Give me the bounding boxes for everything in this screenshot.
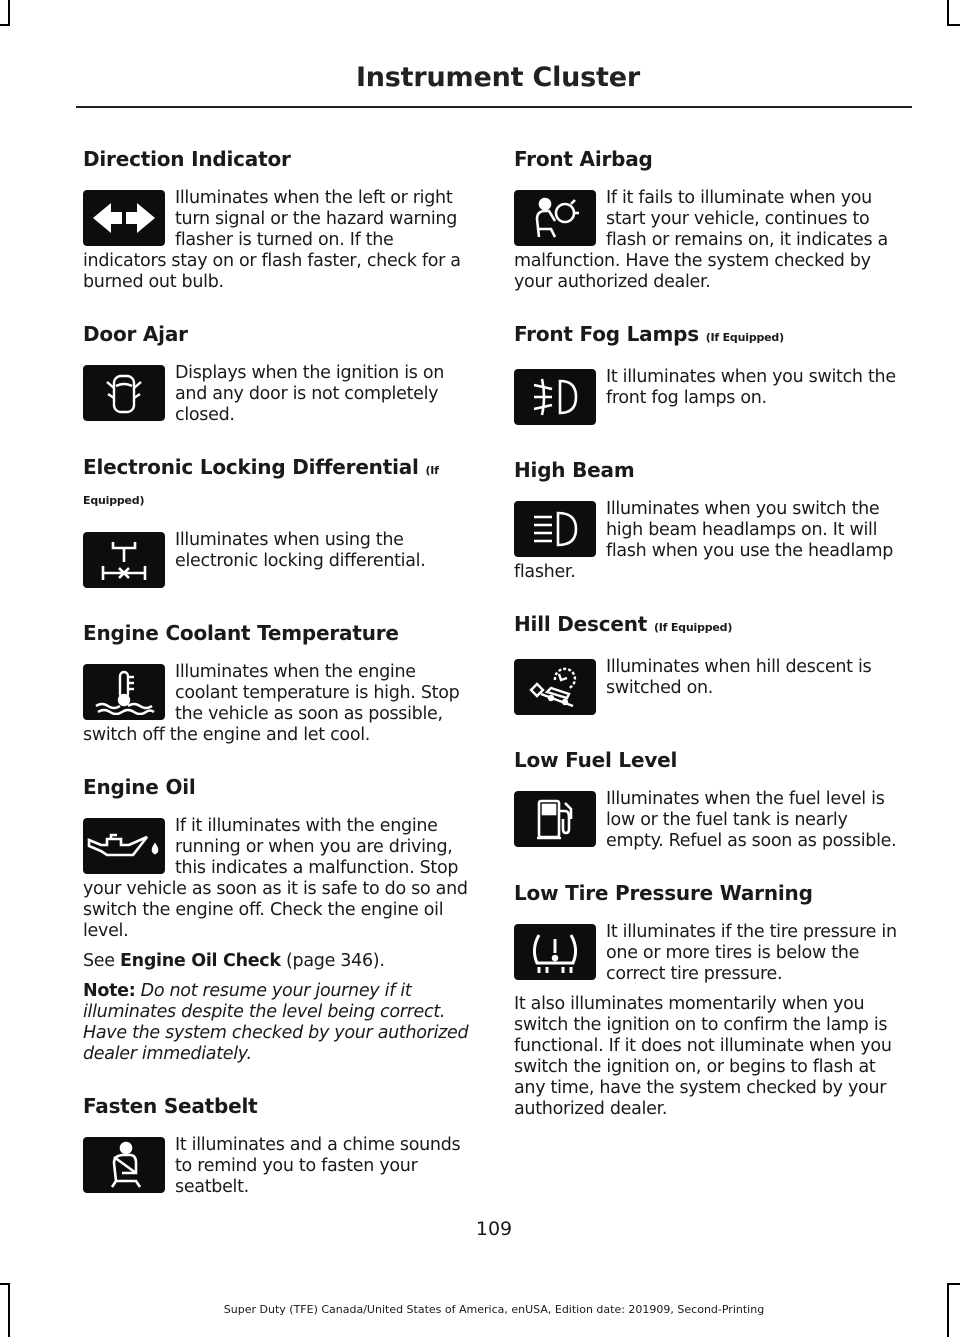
coolant-temperature-icon [83,664,165,720]
section-text: Illuminates when using the electronic locking differential. [175,530,426,571]
crop-mark [947,24,960,26]
section-text: Illuminates when hill descent is switched on. [606,657,872,698]
section-text: It illuminates and a chime sounds to remind you to fasten your seatbelt. [175,1135,461,1197]
left-column [83,146,477,1198]
section-title: Engine Oil [83,775,196,799]
airbag-icon [514,190,596,246]
section-front-fog-lamps [514,321,908,409]
section-locking-differential [83,454,477,572]
section-text-extra: It also illuminates momentarily when you switch the ignition on to confirm the lamp is functional. If it does not illuminate when you switch the ignition on, or begins to flash at any time, have the system checked by your authorized dealer. [514,994,892,1119]
section-title: Hill Descent (If Equipped) [514,612,733,636]
crop-mark [947,1283,960,1285]
high-beam-icon [514,501,596,557]
section-text: Illuminates when you switch the high beam headlamps on. It will flash when you use the headlamp flasher. [514,499,894,582]
page-title: Instrument Cluster [355,62,640,93]
crop-mark [0,24,10,26]
direction-indicator-icon [83,190,165,246]
section-title: High Beam [514,458,635,482]
section-title: Electronic Locking Differential (If Equipped) [83,455,439,507]
section-direction-indicator [83,146,477,293]
crop-mark [0,1283,10,1285]
section-text: Illuminates when the engine coolant temperature is high. Stop the vehicle as soon as possible, switch off the engine and let cool. [83,662,460,745]
section-title: Door Ajar [83,322,188,346]
section-fasten-seatbelt [83,1093,477,1198]
section-text: If it illuminates with the engine running or when you are driving, this indicates a malfunction. Stop your vehicle as soon as it is safe to do so and switch the engine off. Check the engine oil level. [83,816,468,941]
fuel-pump-icon [514,791,596,847]
right-column [514,146,908,1120]
section-engine-oil [83,774,477,1065]
crop-mark [947,0,949,26]
section-title: Engine Coolant Temperature [83,621,399,645]
seatbelt-icon [83,1137,165,1193]
section-title: Front Fog Lamps (If Equipped) [514,322,784,346]
section-hill-descent [514,611,908,699]
section-low-tire-pressure [514,880,908,1120]
engine-oil-icon [83,818,165,874]
section-text: It illuminates if the tire pressure in one or more tires is below the correct tire pressure. [606,922,897,984]
reference-link[interactable]: Engine Oil Check [120,951,281,971]
section-text: Illuminates when the left or right turn signal or the hazard warning flasher is turned on. If the indicators stay on or flash faster, check for a burned out bulb. [83,188,461,292]
footer: Super Duty (TFE) Canada/United States of America, enUSA, Edition date: 201909, Second-Printing [223,1303,765,1316]
tire-pressure-icon [514,924,596,980]
fog-lamp-icon [514,369,596,425]
section-title: Low Fuel Level [514,748,678,772]
section-text: It illuminates when you switch the front fog lamps on. [606,367,896,408]
section-title: Fasten Seatbelt [83,1094,258,1118]
door-ajar-icon [83,365,165,421]
section-front-airbag [514,146,908,293]
section-title: Low Tire Pressure Warning [514,881,813,905]
header-rule [76,106,912,108]
section-title: Front Airbag [514,147,653,171]
section-title: Direction Indicator [83,147,291,171]
section-text: Displays when the ignition is on and any door is not completely closed. [175,363,445,425]
note: Note: Do not resume your journey if it illuminates despite the level being correct. Have the system checked by your authorized dealer immediately. [83,981,469,1064]
crop-mark [8,0,10,26]
section-door-ajar [83,321,477,426]
section-low-fuel [514,747,908,852]
section-text: If it fails to illuminate when you start your vehicle, continues to flash or remains on, it indicates a malfunction. Have the system checked by your authorized dealer. [514,188,888,292]
section-text: Illuminates when the fuel level is low or the fuel tank is nearly empty. Refuel as soon as possible. [606,789,897,851]
section-high-beam [514,457,908,583]
locking-differential-icon [83,532,165,588]
section-coolant-temperature [83,620,477,746]
hill-descent-icon [514,659,596,715]
page-number: 109 [475,1218,513,1240]
see-reference: See Engine Oil Check (page 346). [83,951,385,971]
